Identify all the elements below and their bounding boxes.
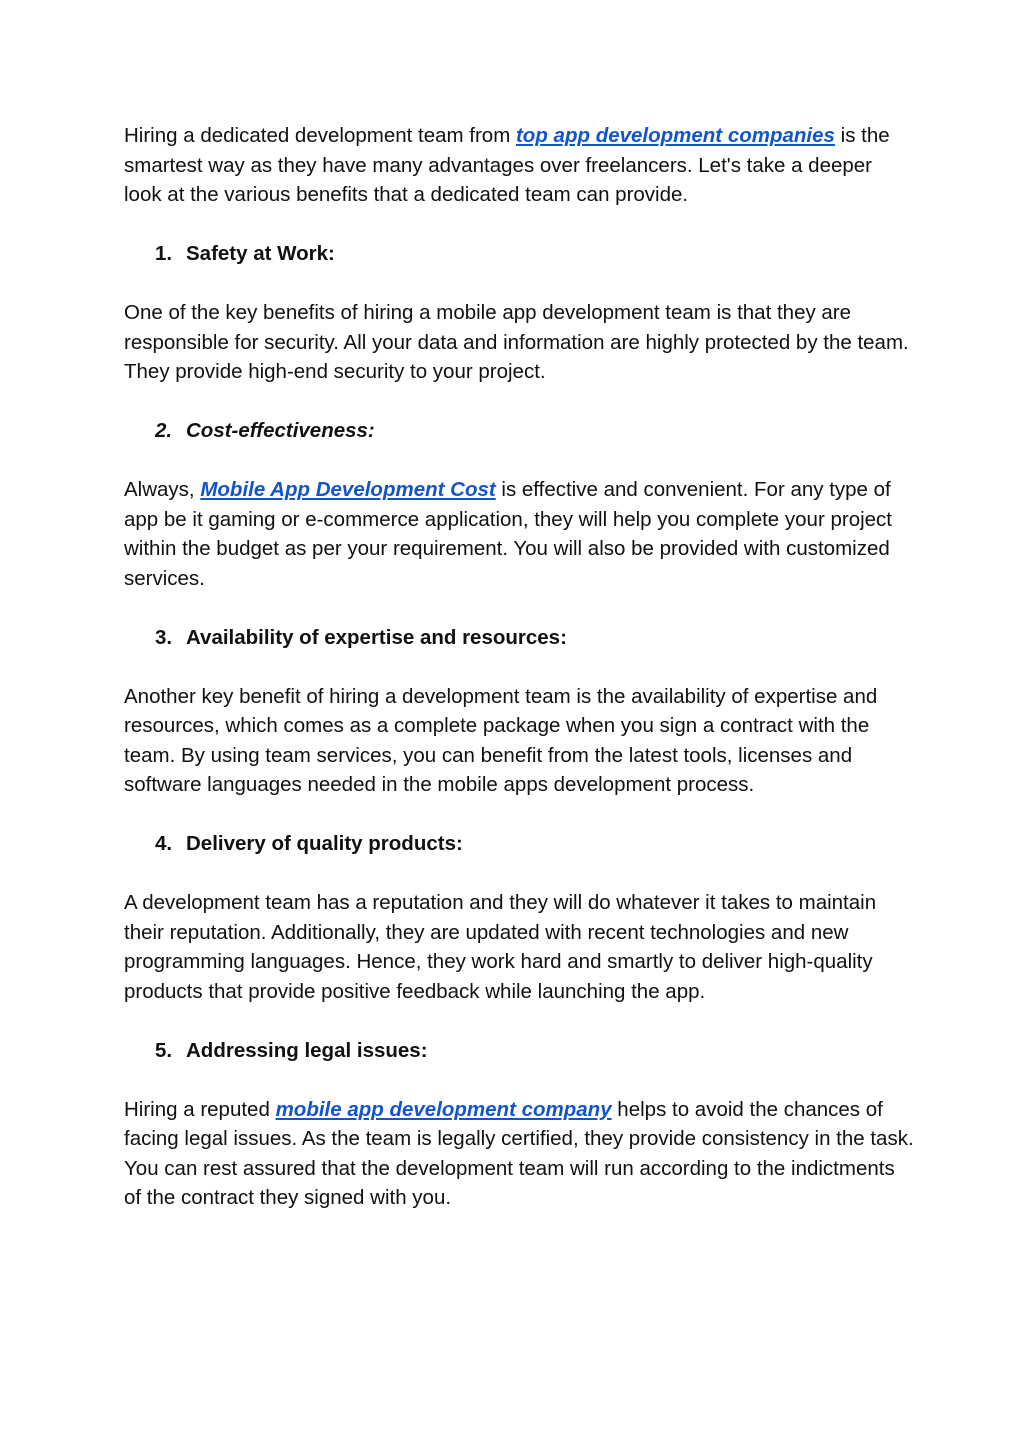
section-heading-expertise xyxy=(124,623,914,653)
section-body-text-start: Always, xyxy=(124,478,201,501)
section-body-legal xyxy=(124,1095,914,1213)
top-app-development-companies-link[interactable]: top app development companies xyxy=(515,124,835,147)
intro-text-start: Hiring a dedicated development team from xyxy=(124,124,516,147)
section-heading-text: Delivery of quality products: xyxy=(186,832,463,855)
section-heading-safety xyxy=(124,239,914,269)
section-heading-quality xyxy=(124,829,914,859)
section-number: 1. xyxy=(155,242,173,265)
intro-text-end: is the smartest way as they have many advantages over freelancers. Let's take a deeper look at the various benefits that a dedicated team can provide. xyxy=(124,124,890,206)
section-heading-text: Cost-effectiveness: xyxy=(186,419,375,442)
mobile-app-development-cost-link[interactable]: Mobile App Development Cost xyxy=(200,478,496,501)
section-heading-text: Safety at Work: xyxy=(186,242,335,265)
section-heading-text: Availability of expertise and resources: xyxy=(186,625,567,649)
mobile-app-development-company-link[interactable]: mobile app development company xyxy=(275,1097,612,1121)
section-number: 4. xyxy=(155,832,173,855)
section-body-quality: A development team has a reputation and they will do whatever it takes to maintain their reputation. Additionally, they are updated with recent technologies and new programming languages. Hence, they work hard and smartly to deliver high-quality products that provide positive feedback while launching the app. xyxy=(124,891,877,1003)
document-page xyxy=(124,121,914,1213)
section-heading-cost xyxy=(124,416,914,446)
section-heading-text: Addressing legal issues: xyxy=(186,1038,428,1062)
section-body-cost xyxy=(124,475,914,593)
section-number: 2. xyxy=(155,419,173,442)
section-number: 3. xyxy=(155,625,173,649)
section-body-expertise: Another key benefit of hiring a development team is the availability of expertise and resources, which comes as a complete package when you sign a contract with the team. By using team services, you can benefit from the latest tools, licenses and software languages needed in the mobile apps development process. xyxy=(124,684,878,796)
intro-paragraph xyxy=(124,121,914,210)
section-body-text-end: is effective and convenient. For any type of app be it gaming or e-commerce application, they will help you complete your project within the budget as per your requirement. You will also be provided with customized services. xyxy=(124,478,892,590)
section-body-safety: One of the key benefits of hiring a mobile app development team is that they are responsible for security. All your data and information are highly protected by the team. They provide high-end security to your project. xyxy=(124,301,909,383)
section-body-text-end: helps to avoid the chances of facing legal issues. As the team is legally certified, they provide consistency in the task. You can rest assured that the development team will run according to the indictments of the contract they signed with you. xyxy=(124,1097,914,1209)
section-heading-legal xyxy=(124,1036,914,1066)
section-number: 5. xyxy=(155,1038,173,1062)
section-body-text-start: Hiring a reputed xyxy=(124,1097,276,1121)
